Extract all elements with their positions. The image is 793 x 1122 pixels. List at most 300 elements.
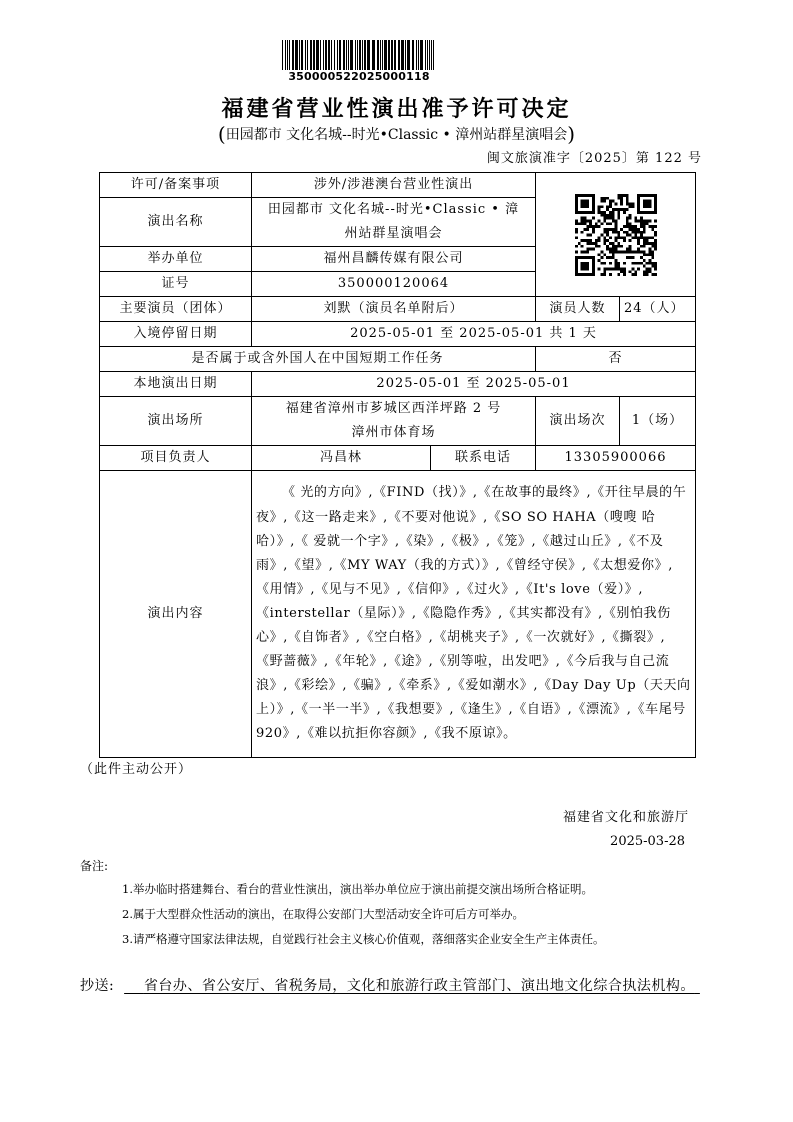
qr-module bbox=[651, 225, 654, 228]
qr-module bbox=[575, 227, 578, 230]
qr-module bbox=[623, 267, 626, 270]
qr-module bbox=[642, 273, 645, 276]
qr-module bbox=[640, 230, 643, 233]
qr-module bbox=[625, 247, 628, 250]
qr-module bbox=[628, 250, 631, 253]
qr-module bbox=[575, 244, 578, 247]
qr-module bbox=[611, 230, 614, 233]
qr-module bbox=[580, 239, 583, 242]
qr-module bbox=[642, 239, 645, 242]
qr-module bbox=[637, 196, 640, 199]
qr-cell bbox=[536, 173, 696, 297]
qr-module bbox=[580, 210, 583, 213]
qr-module bbox=[642, 199, 645, 202]
barcode-bar bbox=[355, 40, 356, 70]
qr-module bbox=[575, 202, 578, 205]
document-subtitle bbox=[0, 122, 793, 147]
qr-module bbox=[606, 205, 609, 208]
qr-module bbox=[608, 227, 611, 230]
barcode-bar bbox=[372, 40, 375, 70]
qr-module bbox=[631, 205, 634, 208]
manager-label: 项目负责人 bbox=[100, 446, 252, 471]
qr-module bbox=[603, 261, 606, 264]
qr-module bbox=[611, 210, 614, 213]
qr-module bbox=[614, 202, 617, 205]
qr-module bbox=[614, 208, 617, 211]
barcode-bar bbox=[323, 40, 324, 70]
qr-module bbox=[628, 205, 631, 208]
qr-module bbox=[640, 219, 643, 222]
qr-module bbox=[645, 236, 648, 239]
qr-module bbox=[642, 242, 645, 245]
qr-module bbox=[575, 205, 578, 208]
qr-module bbox=[583, 264, 586, 267]
qr-module bbox=[614, 267, 617, 270]
qr-module bbox=[589, 256, 592, 259]
venue-label: 演出场所 bbox=[100, 397, 252, 446]
organizer-value: 福州昌麟传媒有限公司 bbox=[252, 247, 536, 272]
qr-module bbox=[606, 267, 609, 270]
barcode-bar bbox=[431, 40, 432, 70]
qr-module bbox=[591, 194, 594, 197]
qr-module bbox=[575, 273, 578, 276]
qr-module bbox=[654, 225, 657, 228]
qr-module bbox=[645, 205, 648, 208]
qr-module bbox=[614, 250, 617, 253]
barcode-bar bbox=[429, 40, 430, 70]
qr-module bbox=[580, 256, 583, 259]
qr-module bbox=[623, 225, 626, 228]
qr-module bbox=[594, 222, 597, 225]
qr-module bbox=[654, 267, 657, 270]
qr-module bbox=[606, 256, 609, 259]
qr-module bbox=[614, 225, 617, 228]
qr-module bbox=[589, 225, 592, 228]
qr-module bbox=[606, 244, 609, 247]
qr-module bbox=[640, 236, 643, 239]
qr-module bbox=[617, 194, 620, 197]
local-date-value: 2025-05-01 至 2025-05-01 bbox=[252, 372, 696, 397]
qr-module bbox=[611, 253, 614, 256]
barcode-bar bbox=[292, 40, 294, 70]
qr-module bbox=[583, 219, 586, 222]
qr-module bbox=[583, 239, 586, 242]
qr-module bbox=[591, 196, 594, 199]
qr-module bbox=[608, 273, 611, 276]
qr-module bbox=[625, 196, 628, 199]
qr-module bbox=[642, 219, 645, 222]
qr-module bbox=[575, 250, 578, 253]
qr-module bbox=[628, 227, 631, 230]
qr-module bbox=[648, 236, 651, 239]
item-value: 涉外/涉港澳台营业性演出 bbox=[252, 173, 536, 198]
qr-module bbox=[625, 202, 628, 205]
permit-table bbox=[99, 172, 696, 758]
barcode-bar bbox=[380, 40, 381, 70]
barcode-bar bbox=[364, 40, 366, 70]
qr-module bbox=[597, 239, 600, 242]
barcode-bar bbox=[362, 40, 363, 70]
qr-module bbox=[645, 219, 648, 222]
qr-module bbox=[637, 208, 640, 211]
qr-module bbox=[648, 202, 651, 205]
qr-module bbox=[617, 267, 620, 270]
qr-module bbox=[577, 210, 580, 213]
qr-module bbox=[631, 230, 634, 233]
qr-module bbox=[611, 208, 614, 211]
qr-module bbox=[628, 225, 631, 228]
qr-module bbox=[586, 233, 589, 236]
qr-module bbox=[600, 196, 603, 199]
barcode-bar bbox=[331, 40, 332, 70]
qr-module bbox=[634, 270, 637, 273]
qr-module bbox=[591, 225, 594, 228]
qr-module bbox=[637, 239, 640, 242]
qr-module bbox=[608, 267, 611, 270]
qr-module bbox=[651, 210, 654, 213]
qr-module bbox=[611, 216, 614, 219]
qr-module bbox=[575, 264, 578, 267]
qr-module bbox=[614, 227, 617, 230]
qr-module bbox=[631, 261, 634, 264]
qr-module bbox=[645, 242, 648, 245]
qr-module bbox=[589, 247, 592, 250]
barcode-bar bbox=[384, 40, 387, 70]
qr-module bbox=[580, 273, 583, 276]
qr-module bbox=[606, 247, 609, 250]
qr-module bbox=[617, 273, 620, 276]
qr-module bbox=[586, 199, 589, 202]
qr-module bbox=[614, 219, 617, 222]
qr-module bbox=[591, 264, 594, 267]
qr-module bbox=[575, 267, 578, 270]
barcode-bar bbox=[407, 40, 410, 70]
qr-module bbox=[631, 267, 634, 270]
qr-module bbox=[648, 259, 651, 262]
qr-module bbox=[591, 205, 594, 208]
qr-module bbox=[654, 261, 657, 264]
qr-module bbox=[645, 210, 648, 213]
qr-module bbox=[642, 225, 645, 228]
qr-module bbox=[654, 230, 657, 233]
phone-value: 13305900066 bbox=[536, 446, 696, 471]
row-stay bbox=[100, 322, 696, 347]
qr-module bbox=[597, 259, 600, 262]
qr-module bbox=[648, 194, 651, 197]
qr-module bbox=[645, 239, 648, 242]
qr-module bbox=[583, 216, 586, 219]
qr-module bbox=[591, 208, 594, 211]
qr-module bbox=[640, 256, 643, 259]
qr-module bbox=[628, 216, 631, 219]
qr-module bbox=[654, 194, 657, 197]
qr-module bbox=[648, 225, 651, 228]
barcode-bar bbox=[339, 40, 341, 70]
foreign-work-value: 否 bbox=[536, 347, 696, 372]
qr-module bbox=[642, 205, 645, 208]
qr-module bbox=[583, 205, 586, 208]
qr-module bbox=[583, 261, 586, 264]
stay-value: 2025-05-01 至 2025-05-01 共 1 天 bbox=[252, 322, 696, 347]
row-local-date bbox=[100, 372, 696, 397]
qr-module bbox=[623, 230, 626, 233]
subtitle-close-paren: ) bbox=[567, 122, 576, 146]
qr-module bbox=[617, 244, 620, 247]
qr-module bbox=[628, 213, 631, 216]
qr-module bbox=[617, 213, 620, 216]
qr-module bbox=[606, 239, 609, 242]
qr-module bbox=[648, 242, 651, 245]
qr-module bbox=[586, 239, 589, 242]
qr-module bbox=[586, 227, 589, 230]
sessions-value: 1（场） bbox=[620, 397, 696, 446]
qr-module bbox=[637, 199, 640, 202]
qr-module bbox=[603, 253, 606, 256]
qr-module bbox=[580, 230, 583, 233]
performer-count-value: 24（人） bbox=[620, 297, 696, 322]
barcode-bar bbox=[337, 40, 338, 70]
barcode-bar bbox=[346, 40, 347, 70]
qr-module bbox=[614, 261, 617, 264]
qr-module bbox=[631, 273, 634, 276]
qr-module bbox=[651, 227, 654, 230]
qr-module bbox=[620, 270, 623, 273]
qr-module bbox=[580, 216, 583, 219]
qr-module bbox=[628, 239, 631, 242]
qr-module bbox=[654, 239, 657, 242]
qr-module bbox=[654, 244, 657, 247]
qr-module bbox=[631, 227, 634, 230]
barcode-bar bbox=[433, 40, 434, 70]
barcode-bar bbox=[388, 40, 390, 70]
qr-module bbox=[642, 270, 645, 273]
qr-module bbox=[651, 256, 654, 259]
issuer: 福建省文化和旅游厅 bbox=[562, 810, 689, 825]
qr-module bbox=[608, 242, 611, 245]
qr-module bbox=[620, 194, 623, 197]
barcode-bar bbox=[398, 40, 400, 70]
qr-module bbox=[620, 208, 623, 211]
qr-module bbox=[634, 227, 637, 230]
qr-module bbox=[654, 264, 657, 267]
qr-module bbox=[623, 250, 626, 253]
barcode-bar bbox=[348, 40, 349, 70]
qr-module bbox=[597, 236, 600, 239]
qr-module bbox=[591, 242, 594, 245]
qr-module bbox=[628, 256, 631, 259]
barcode-bar bbox=[412, 40, 414, 70]
qr-module bbox=[600, 199, 603, 202]
qr-module bbox=[637, 236, 640, 239]
qr-module bbox=[648, 270, 651, 273]
qr-module bbox=[640, 261, 643, 264]
qr-module bbox=[583, 267, 586, 270]
qr-module bbox=[631, 202, 634, 205]
qr-module bbox=[654, 242, 657, 245]
qr-module bbox=[586, 261, 589, 264]
qr-module bbox=[628, 244, 631, 247]
qr-module bbox=[623, 270, 626, 273]
qr-module bbox=[583, 202, 586, 205]
barcode-bar bbox=[405, 40, 406, 70]
qr-module bbox=[580, 219, 583, 222]
qr-module bbox=[634, 216, 637, 219]
qr-module bbox=[586, 202, 589, 205]
qr-module bbox=[642, 202, 645, 205]
qr-module bbox=[654, 210, 657, 213]
qr-module bbox=[623, 208, 626, 211]
barcode-bar bbox=[320, 40, 321, 70]
qr-module bbox=[637, 230, 640, 233]
qr-module bbox=[628, 233, 631, 236]
qr-module bbox=[583, 256, 586, 259]
barcode bbox=[282, 40, 436, 70]
qr-module bbox=[617, 216, 620, 219]
stay-label: 入境停留日期 bbox=[100, 322, 252, 347]
qr-module bbox=[640, 222, 643, 225]
row-performer bbox=[100, 297, 696, 322]
barcode-bar bbox=[282, 40, 283, 70]
remarks-label: 备注: bbox=[80, 859, 109, 873]
qr-module bbox=[600, 210, 603, 213]
sessions-label: 演出场次 bbox=[536, 397, 620, 446]
performer-count-label: 演员人数 bbox=[536, 297, 620, 322]
qr-module bbox=[606, 216, 609, 219]
document-number: 闽文旅演准字〔2025〕第 122 号 bbox=[486, 151, 702, 166]
qr-module bbox=[583, 250, 586, 253]
qr-module bbox=[651, 273, 654, 276]
qr-module bbox=[620, 196, 623, 199]
qr-module bbox=[603, 267, 606, 270]
qr-module bbox=[634, 236, 637, 239]
qr-module bbox=[654, 219, 657, 222]
qr-module bbox=[617, 196, 620, 199]
qr-module bbox=[606, 230, 609, 233]
qr-module bbox=[654, 273, 657, 276]
qr-module bbox=[580, 202, 583, 205]
qr-module bbox=[608, 256, 611, 259]
qr-module bbox=[583, 222, 586, 225]
qr-module bbox=[628, 202, 631, 205]
qr-module bbox=[608, 236, 611, 239]
qr-module bbox=[591, 270, 594, 273]
foreign-work-label: 是否属于或含外国人在中国短期工作任务 bbox=[100, 347, 536, 372]
qr-module bbox=[642, 227, 645, 230]
barcode-bar bbox=[377, 40, 379, 70]
qr-module bbox=[611, 219, 614, 222]
venue-name: 漳州市体育场 bbox=[351, 425, 436, 440]
organizer-label: 举办单位 bbox=[100, 247, 252, 272]
qr-module bbox=[608, 222, 611, 225]
qr-module bbox=[617, 208, 620, 211]
qr-module bbox=[586, 267, 589, 270]
qr-module bbox=[634, 219, 637, 222]
qr-module bbox=[603, 230, 606, 233]
qr-module bbox=[642, 250, 645, 253]
qr-module bbox=[623, 236, 626, 239]
qr-module bbox=[648, 247, 651, 250]
qr-module bbox=[614, 230, 617, 233]
qr-module bbox=[625, 230, 628, 233]
qr-module bbox=[580, 222, 583, 225]
qr-module bbox=[591, 267, 594, 270]
qr-module bbox=[617, 250, 620, 253]
qr-module bbox=[608, 199, 611, 202]
qr-module bbox=[606, 196, 609, 199]
qr-module bbox=[648, 267, 651, 270]
qr-module bbox=[589, 233, 592, 236]
qr-module bbox=[614, 239, 617, 242]
qr-module bbox=[600, 261, 603, 264]
qr-module bbox=[608, 261, 611, 264]
subtitle-text: 田园都市 文化名城--时光•Classic • 漳州站群星演唱会 bbox=[225, 127, 568, 143]
barcode-bar bbox=[420, 40, 423, 70]
qr-module bbox=[634, 233, 637, 236]
qr-module bbox=[580, 264, 583, 267]
qr-module bbox=[651, 250, 654, 253]
qr-module bbox=[575, 208, 578, 211]
remark-item: 2.属于大型群众性活动的演出，在取得公安部门大型活动安全许可后方可举办。 bbox=[122, 907, 524, 921]
qr-module bbox=[580, 261, 583, 264]
qr-module bbox=[614, 236, 617, 239]
qr-module bbox=[634, 273, 637, 276]
qr-module bbox=[623, 210, 626, 213]
cc-recipients bbox=[124, 978, 700, 994]
qr-module bbox=[637, 219, 640, 222]
qr-module bbox=[625, 194, 628, 197]
barcode-bar bbox=[359, 40, 361, 70]
barcode-bar bbox=[289, 40, 290, 70]
barcode-bar bbox=[391, 40, 393, 70]
qr-module bbox=[625, 219, 628, 222]
qr-module bbox=[600, 222, 603, 225]
qr-module bbox=[620, 236, 623, 239]
qr-module bbox=[575, 210, 578, 213]
qr-module bbox=[625, 256, 628, 259]
barcode-bar bbox=[416, 40, 417, 70]
qr-module bbox=[628, 247, 631, 250]
qr-module bbox=[645, 253, 648, 256]
qr-module bbox=[617, 236, 620, 239]
barcode-bar bbox=[305, 40, 306, 70]
qr-module bbox=[634, 230, 637, 233]
content-value: 《 光的方向》,《FIND（找）》,《在故事的最终》,《开往早晨的午夜》,《这一路走来》,《不要对他说》,《SO SO HAHA（嗖嗖 哈哈）》,《 爱就一个字》,《染》,《极》,《笼》,《越过山丘》,《不及雨》,《望》,《MY WAY（我的方式）》,《曾经守侯》,《太想爱你》,《用情》,《见与不见》,《信仰》,《过火》,《It's love（爱）》,《interstellar（星际）》,《隐隐作秀》,《其实都没有》,《别怕我伤心》,《自饰者》,《空白格》,《胡桃夹子》,《一次就好》,《撕裂》,《野蔷薇》,《年轮》,《途》,《别等啦，出发吧》,《今后我与自己流浪》,《彩绘》,《骗》,《牵系》,《爱如潮水》,《Day Day Up（天天向上）》,《一半一半》,《我想要》,《逢生》,《自语》,《漂流》,《车尾号 920》,《难以抗拒你容颜》,《我不原谅》。 bbox=[252, 471, 696, 758]
qr-module bbox=[625, 216, 628, 219]
qr-module bbox=[648, 210, 651, 213]
qr-module bbox=[603, 273, 606, 276]
barcode-bar bbox=[316, 40, 319, 70]
qr-module bbox=[623, 194, 626, 197]
qr-module bbox=[597, 225, 600, 228]
issue-date: 2025-03-28 bbox=[610, 834, 685, 849]
qr-module bbox=[651, 253, 654, 256]
qr-module bbox=[603, 196, 606, 199]
qr-module bbox=[651, 242, 654, 245]
qr-module bbox=[645, 202, 648, 205]
qr-module bbox=[600, 233, 603, 236]
qr-module bbox=[586, 205, 589, 208]
qr-module bbox=[575, 261, 578, 264]
barcode-bar bbox=[394, 40, 396, 70]
qr-module bbox=[575, 230, 578, 233]
barcode-bar bbox=[425, 40, 426, 70]
qr-module bbox=[591, 202, 594, 205]
qr-module bbox=[586, 250, 589, 253]
qr-module bbox=[583, 194, 586, 197]
qr-module bbox=[606, 222, 609, 225]
item-label: 许可/备案事项 bbox=[100, 173, 252, 198]
qr-module bbox=[580, 194, 583, 197]
